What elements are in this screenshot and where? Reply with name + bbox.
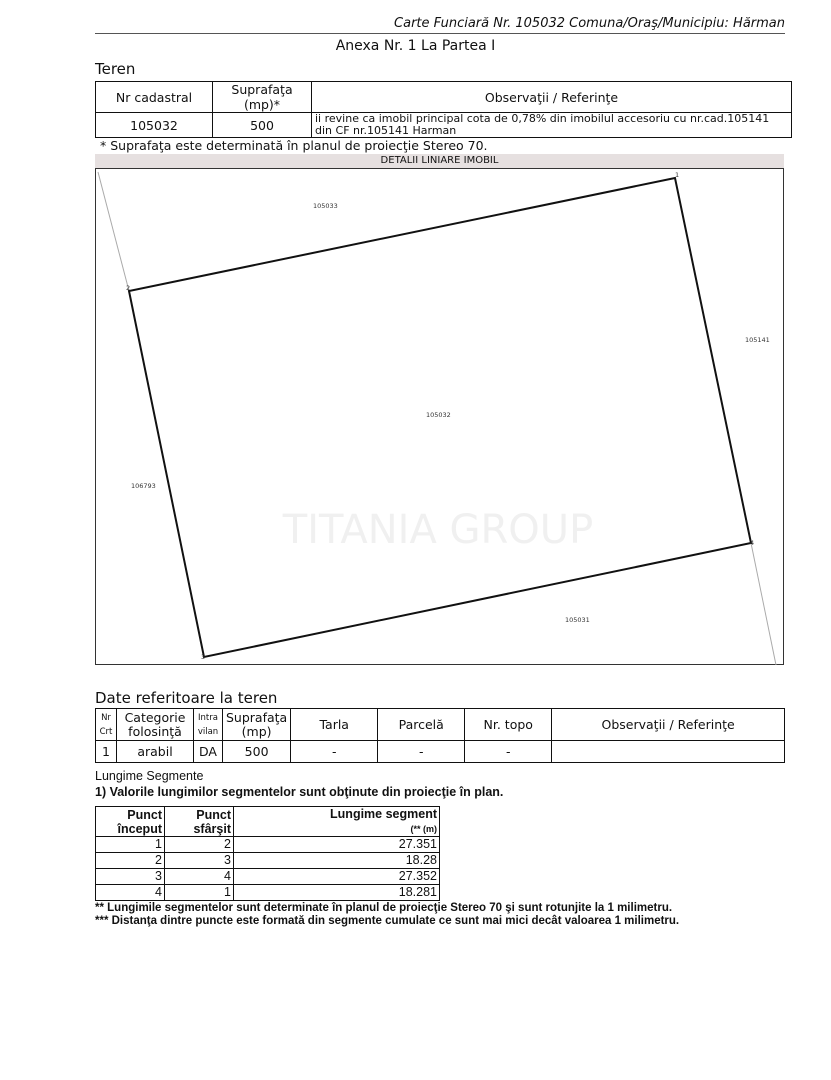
col: Observaţii / Referinţe [312,82,792,113]
col-unit: (** (m) [410,824,437,834]
cell: 27.352 [234,869,440,885]
neighbor-label: 105033 [313,202,338,210]
col: Nr cadastral [96,82,213,113]
teren-note: * Suprafaţa este determinată în planul de proiecţie Stereo 70. [100,138,488,153]
footnote: *** Distanţa dintre puncte este formată din segmente cumulate ce sunt mai mici decât valoarea 1 milimetru. [95,915,680,927]
point-label: 3 [201,653,206,661]
col: Parcelă [378,709,465,741]
table-row [96,853,440,869]
cell: 2 [165,837,234,853]
page-title: Anexa Nr. 1 La Partea I [335,38,496,54]
cell: - [291,741,378,763]
neighbor-label: 105141 [745,336,770,344]
neighbor-line [98,172,129,291]
cell: DA [194,741,223,763]
cell: 27.351 [234,837,440,853]
neighbor-label: 105031 [565,616,590,624]
date-heading: Date referitoare la teren [95,689,278,707]
cell: 105032 [96,113,213,138]
cell: 500 [213,113,312,138]
table-row [96,837,440,853]
teren-table [95,81,792,138]
cell: 3 [165,853,234,869]
col: Nr. topo [465,709,552,741]
teren-heading: Teren [95,60,136,78]
table-row [96,885,440,901]
cell: 1 [96,837,165,853]
col: Punct început [96,807,165,837]
footnote: ** Lungimile segmentelor sunt determinate în planul de proiecţie Stereo 70 şi sunt rotunjite la 1 milimetru. [95,902,673,914]
cell: 2 [96,853,165,869]
date-table [95,708,785,763]
watermark: TITANIA GROUP [282,507,594,553]
col: Observaţii / Referinţe [552,709,785,741]
segmente-heading: Lungime Segmente [95,769,204,783]
col: Intra vilan [194,709,223,741]
plan-heading: DETALII LINIARE IMOBIL [95,154,784,168]
cell: 4 [96,885,165,901]
point-label: 2 [126,284,131,292]
col: Suprafaţa (mp) [223,709,291,741]
cf-header: Carte Funciară Nr. 105032 Comuna/Oraş/Municipiu: Hărman [95,16,785,34]
col: Lungime segment [330,807,437,821]
table-row [96,869,440,885]
neighbor-label: 106793 [131,482,156,490]
col: Tarla [291,709,378,741]
col: Nr Crt [96,709,117,741]
cell: 18.28 [234,853,440,869]
col-lungime [234,807,440,837]
teren-section [95,81,792,153]
col: Suprafaţa (mp)* [213,82,312,113]
cell: 500 [223,741,291,763]
cell [552,741,785,763]
cell: 18.281 [234,885,440,901]
cell: arabil [117,741,194,763]
col: Punct sfârşit [165,807,234,837]
neighbor-line [751,543,776,665]
segmente-subheading: 1) Valorile lungimilor segmentelor sunt obţinute din proiecţie în plan. [95,785,504,799]
cell: 1 [96,741,117,763]
cell: ii revine ca imobil principal cota de 0,78% din imobilul accesoriu cu nr.cad.105141 din CF nr.105141 Harman [312,113,792,138]
parcel-label: 105032 [426,411,451,419]
cell: 4 [165,869,234,885]
cell: - [378,741,465,763]
point-label: 1 [675,171,680,179]
point-label: 4 [750,539,755,547]
segmente-table [95,806,440,901]
segmente-section [95,806,795,928]
cell: 1 [165,885,234,901]
plan-drawing [95,168,784,665]
cell: - [465,741,552,763]
cell: 3 [96,869,165,885]
col: Categorie folosinţă [117,709,194,741]
